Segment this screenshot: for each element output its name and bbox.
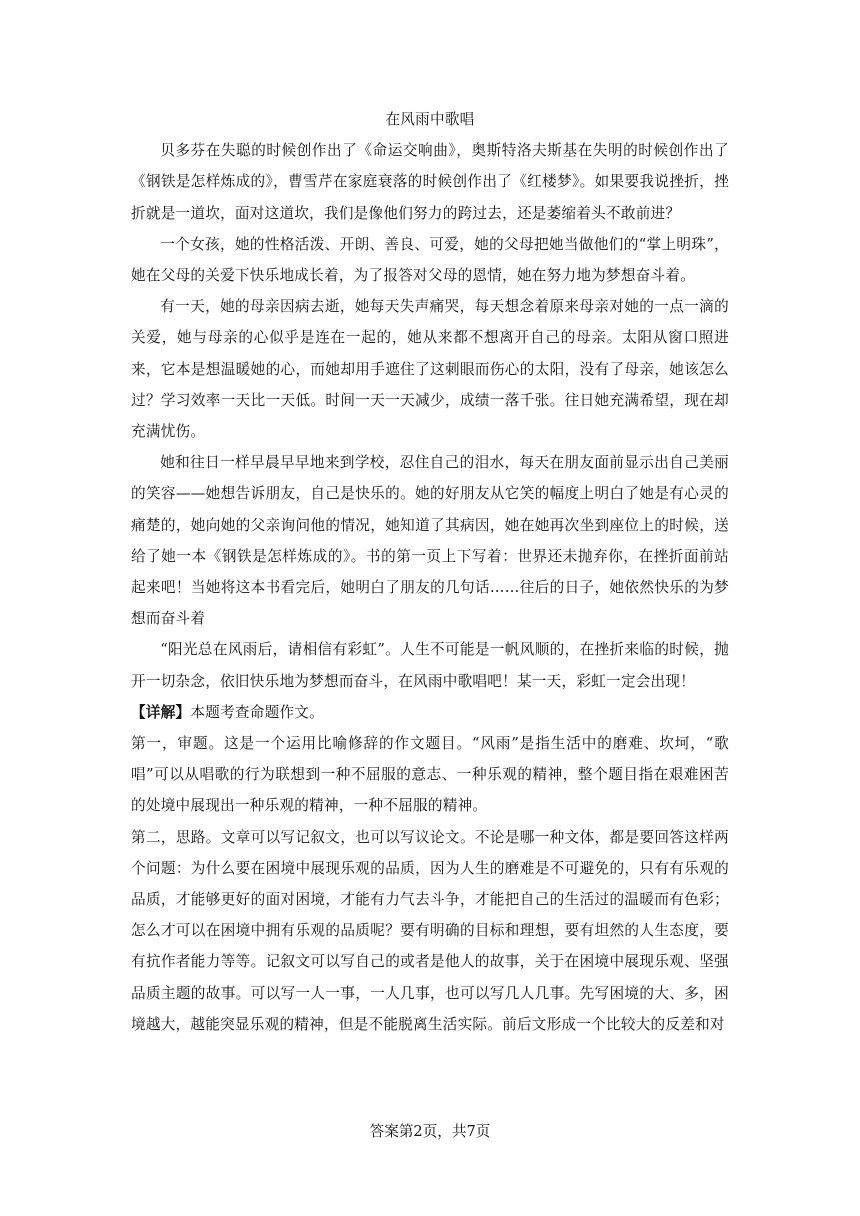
essay-paragraph: 有一天，她的母亲因病去逝，她每天失声痛哭，每天想念着原来母亲对她的一点一滴的关爱，她与母亲的心似乎是连在一起的，她从来都不想离开自己的母亲。太阳从窗口照进来，它本是想温暖她的心，而她却用手遮住了这刺眼而伤心的太阳，没有了母亲，她该怎么过？学习效率一天比一天低。时间一天一天减少，成绩一落千张。往日她充满希望，现在却充满忧伤。 — [131, 298, 729, 441]
analysis-point: 第二，思路。文章可以写记叙文，也可以写议论文。不论是哪一种文体，都是要回答这样两个问题：为什么要在困境中展现乐观的品质，因为人生的磨难是不可避免的，只有有乐观的品质，才能够更好的面对困境，才能有力气去斗争，才能把自己的生活过的温暖而有色彩；怎么才可以在困境中拥有乐观的品质呢？要有明确的目标和理想，要有坦然的人生态度，要有抗作者能力等等。记叙文可以写自己的或者是他人的故事，关于在困境中展现乐观、坚强品质主题的故事。可以写一人一事，一人几事，也可以写几人几事。先写困境的大、多，困境越大，越能突显乐观的精神，但是不能脱离生活实际。前后文形成一个比较大的反差和对 — [131, 828, 729, 1033]
essay-title: 在风雨中歌唱 — [385, 111, 475, 128]
essay-paragraph: 贝多芬在失聪的时候创作出了《命运交响曲》，奥斯特洛夫斯基在失明的时候创作出了《钢铁是怎样炼成的》，曹雪芹在家庭衰落的时候创作出了《红楼梦》。如果要我说挫折，挫折就是一道坎，面对这道坎，我们是像他们努力的跨过去，还是萎缩着头不敢前进？ — [131, 142, 729, 222]
essay-paragraph: 一个女孩，她的性格活泼、开朗、善良、可爱，她的父母把她当做他们的“掌上明珠”，她在父母的关爱下快乐地成长着，为了报答对父母的恩情，她在努力地为梦想奋斗着。 — [131, 235, 729, 285]
page-content — [131, 104, 729, 1040]
analysis-point: 第一，审题。这是一个运用比喻修辞的作文题目。“风雨”是指生活中的磨难、坎坷，“歌唱”可以从唱歌的行为联想到一种不屈服的意志、一种乐观的精神，整个题目指在艰难困苦的处境中展现出一种乐观的精神，一种不屈服的精神。 — [131, 735, 729, 815]
analysis-heading: 【详解】 — [131, 703, 191, 721]
essay-paragraph: “阳光总在风雨后，请相信有彩虹”。人生不可能是一帆风顺的，在挫折来临的时候，抛开一切杂念，依旧快乐地为梦想而奋斗，在风雨中歌唱吧！某一天，彩虹一定会出现！ — [131, 641, 729, 690]
analysis-intro: 本题考查命题作文。 — [190, 703, 324, 721]
analysis-header — [131, 697, 729, 728]
page-footer: 答案第2页，共7页 — [369, 1123, 491, 1140]
essay-paragraph: 她和往日一样早晨早早地来到学校，忍住自己的泪水，每天在朋友面前显示出自己美丽的笑容——她想告诉朋友，自己是快乐的。她的好朋友从它笑的幅度上明白了她是有心灵的痛楚的，她向她的父亲询问他的情况，她知道了其病因，她在她再次坐到座位上的时候，送给了她一本《钢铁是怎样炼成的》。书的第一页上下写着：世界还未抛弃你，在挫折面前站起来吧！当她将这本书看完后，她明白了朋友的几句话……往后的日子，她依然快乐的为梦想而奋斗着 — [131, 454, 729, 628]
